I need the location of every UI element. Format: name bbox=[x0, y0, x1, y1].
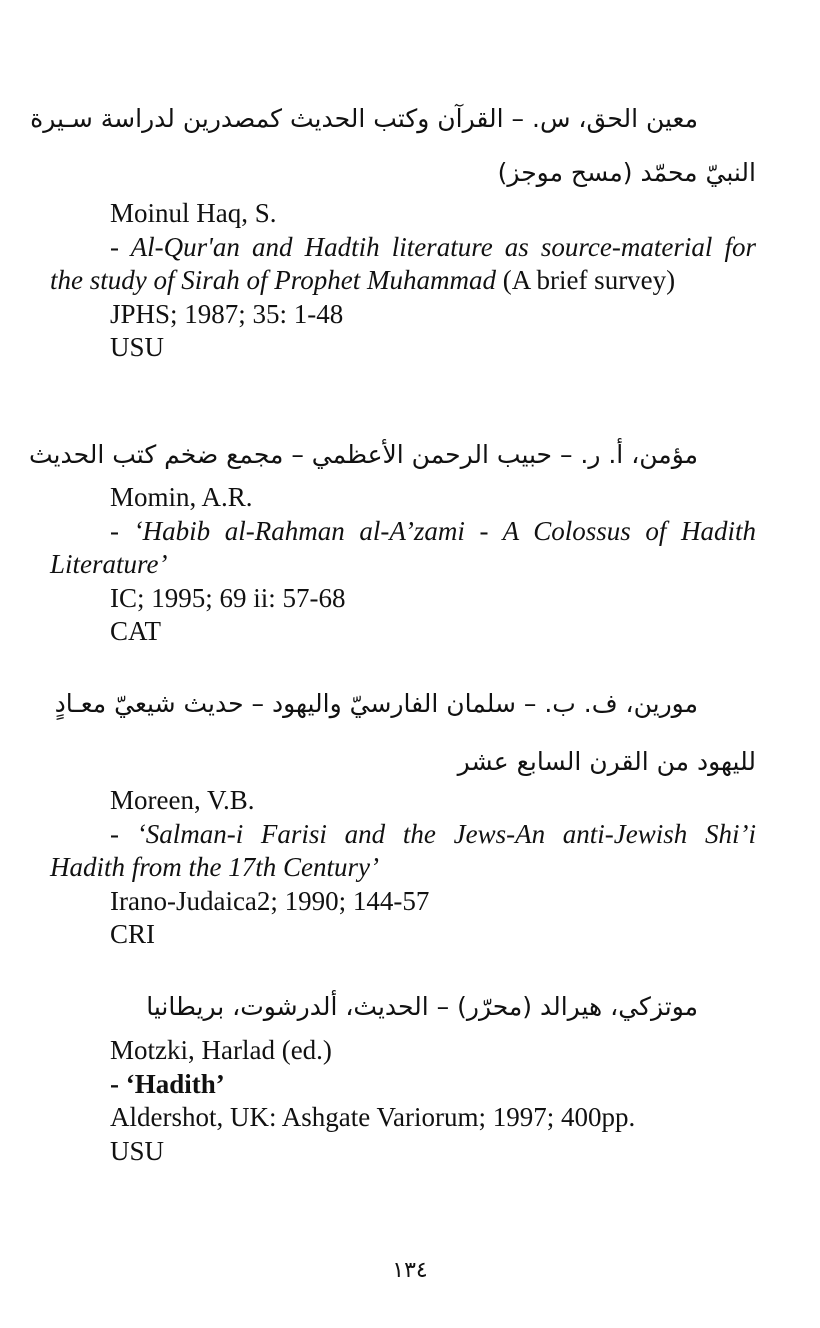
author: Moinul Haq, S. bbox=[110, 198, 277, 228]
work-title: - ‘Habib al-Rahman al-A’zami - A Colossus of Hadith Literature’ bbox=[50, 515, 756, 579]
source-citation: IC; 1995; 69 ii: 57-68 bbox=[110, 582, 346, 613]
arabic-title: مؤمن، أ. ر. – حبيب الرحمن الأعظمي – مجمع ضخم كتب الحديث bbox=[28, 440, 698, 469]
arabic-title: معين الحق، س. – القرآن وكتب الحديث كمصدرين لدراسة سـيرة bbox=[30, 104, 698, 133]
library-code: CAT bbox=[110, 616, 162, 646]
work-title: - ‘Hadith’ bbox=[110, 1068, 225, 1099]
work-title: - ‘Salman-i Farisi and the Jews-An anti-Jewish Shi’i Hadith from the 17th Century’ bbox=[50, 818, 756, 882]
author: Motzki, Harlad (ed.) bbox=[110, 1035, 332, 1065]
library-code: USU bbox=[110, 332, 165, 362]
english-citation bbox=[50, 784, 756, 952]
source-citation: Irano-Judaica2; 1990; 144-57 bbox=[110, 885, 430, 916]
arabic-title-continued: النبيّ محمّد (مسح موجز) bbox=[497, 158, 756, 187]
author: Momin, A.R. bbox=[110, 482, 253, 512]
page-number: ١٣٤ bbox=[392, 1258, 428, 1283]
library-code: USU bbox=[110, 1135, 165, 1166]
arabic-title-continued: لليهود من القرن السابع عشر bbox=[457, 747, 756, 776]
work-title-italic: - Al-Qur'an and Hadtih literature as source-material for the study of Sirah of Prophet Muhammad bbox=[50, 231, 756, 295]
work-title-note: (A brief survey) bbox=[495, 265, 676, 295]
work-title bbox=[50, 231, 756, 298]
author: Moreen, V.B. bbox=[110, 785, 255, 815]
arabic-title: موتزكي، هيرالد (محرّر) – الحديث، ألدرشوت، بريطانيا bbox=[146, 992, 698, 1021]
english-citation bbox=[50, 1034, 756, 1168]
english-citation bbox=[50, 481, 756, 649]
arabic-title: مورين، ف. ب. – سلمان الفارسيّ واليهود – حديث شيعيّ معـادٍ bbox=[54, 689, 698, 718]
english-citation bbox=[50, 197, 756, 365]
source-citation: Aldershot, UK: Ashgate Variorum; 1997; 400pp. bbox=[110, 1102, 636, 1132]
source-citation: JPHS; 1987; 35: 1-48 bbox=[110, 298, 344, 329]
library-code: CRI bbox=[110, 919, 156, 949]
